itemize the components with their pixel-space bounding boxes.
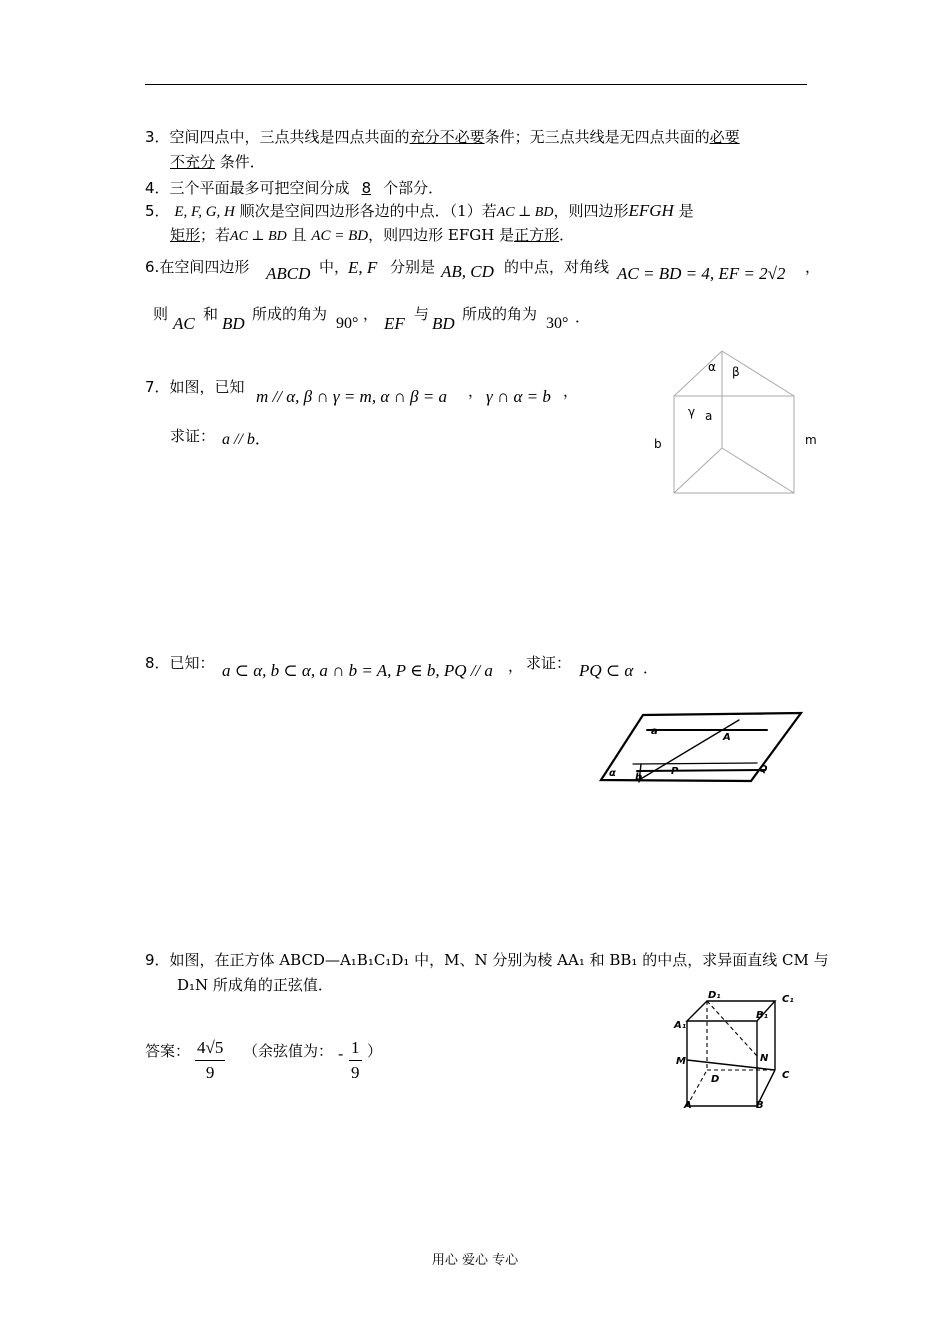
text: ）: [367, 1042, 383, 1060]
text: 个部分．: [383, 179, 444, 197]
text: 中，: [319, 258, 350, 276]
problem-number: 7．: [145, 378, 170, 396]
math: m // α, β ∩ γ = m, α ∩ β = a: [256, 387, 447, 406]
text: 条件；无三点共线是无四点共面的: [484, 128, 710, 146]
text: ，: [508, 657, 524, 675]
alpha-label: α: [708, 360, 716, 374]
line-b-label: b: [635, 772, 643, 783]
point-Q-label: Q: [759, 764, 768, 775]
answer-label: 答案：: [145, 1042, 191, 1060]
math: EFGH: [628, 201, 674, 220]
text: 求证：: [526, 654, 572, 672]
text: 则: [153, 305, 169, 323]
text: D₁N 所成角的正弦值．: [177, 976, 333, 994]
text: 所成的角为: [252, 305, 328, 323]
math: ABCD: [266, 264, 311, 283]
line-a-label: a: [651, 726, 658, 737]
point-N-label: N: [760, 1053, 769, 1064]
problem-5-line-2: [170, 224, 574, 245]
problem-6-line-1: [145, 256, 249, 277]
math: [222, 426, 271, 449]
vertex-D1-label: D₁: [708, 990, 721, 1001]
plane-figure: [595, 710, 810, 790]
point-P-label: P: [671, 766, 679, 777]
text: 的中点，对角线: [504, 258, 610, 276]
problem-9-line-1: [145, 949, 829, 970]
math: a ⊂ α, b ⊂ α, a ∩ b = A, P ∈ b, PQ // a: [222, 661, 493, 680]
problem-5-line-1: [145, 200, 694, 221]
math: E, F: [348, 258, 378, 277]
text: ．: [575, 308, 591, 326]
text: ，: [805, 258, 821, 276]
cosine-fraction: [349, 1036, 362, 1085]
fraction-numerator: 1: [349, 1036, 362, 1061]
problem-number: 5．: [145, 202, 170, 220]
math: -: [338, 1044, 344, 1063]
fraction-denominator: 9: [351, 1063, 360, 1082]
cube-figure: [670, 988, 810, 1114]
problem-number: 4．: [145, 179, 170, 197]
text: 空间四点中，三点共线是四点共面的: [169, 128, 410, 146]
alpha-label: α: [609, 768, 616, 779]
line-m-label: m: [805, 433, 817, 447]
math: AC = BD = 4, EF = 2√2: [617, 264, 786, 283]
math: 90°: [336, 315, 359, 332]
line-b-label: b: [654, 437, 662, 451]
math: BD: [432, 314, 455, 333]
vertex-B1-label: B₁: [756, 1010, 769, 1021]
answer-blank: 不充分: [170, 153, 216, 171]
text: ，则四边形 EFGH 是: [368, 226, 515, 244]
text: 已知：: [169, 654, 215, 672]
math: a // b: [222, 431, 255, 448]
text: 如图，已知: [169, 378, 245, 396]
text: （余弦值为：: [243, 1042, 334, 1060]
text: 和: [203, 305, 219, 323]
text: 三个平面最多可把空间分成: [169, 179, 350, 197]
page-footer: 用心 爱心 专心: [431, 1253, 519, 1268]
math: AC: [173, 314, 195, 333]
math: γ ∩ α = b: [486, 387, 551, 406]
text: ．: [643, 659, 659, 677]
answer-blank: 正方形: [514, 226, 560, 244]
text: 与: [414, 305, 430, 323]
fraction-denominator: 9: [205, 1063, 215, 1082]
vertex-C1-label: C₁: [782, 994, 794, 1005]
vertex-D-label: D: [711, 1074, 720, 1085]
line-a-label: a: [705, 409, 713, 423]
math: 30°: [546, 315, 569, 332]
text: ，: [363, 305, 379, 323]
math: AC ⊥ BD: [496, 205, 554, 220]
text: ，: [563, 382, 579, 400]
problem-4: [145, 177, 443, 198]
text: 分别是: [390, 258, 436, 276]
text: 是: [678, 202, 694, 220]
text: 在空间四边形: [159, 258, 250, 276]
text: 条件．: [219, 153, 265, 171]
problem-number: 6.: [145, 258, 160, 276]
math: EF: [384, 314, 405, 333]
answer-blank: 矩形: [170, 226, 201, 244]
text: 且: [291, 226, 307, 244]
text: ，: [468, 382, 484, 400]
math: AC ⊥ BD: [230, 229, 287, 244]
problem-number: 8．: [145, 654, 170, 672]
vertex-C-label: C: [782, 1070, 790, 1081]
vertex-A1-label: A₁: [674, 1020, 687, 1031]
vertex-A-label: A: [684, 1100, 692, 1111]
text: ．: [254, 431, 271, 448]
text: 顺次是空间四边形各边的中点．（1）若: [239, 202, 497, 220]
header-rule: [145, 84, 807, 85]
math: PQ ⊂ α: [579, 661, 634, 680]
problem-3-line-1: [145, 126, 740, 147]
point-M-label: M: [676, 1056, 686, 1067]
answer-fraction: [195, 1036, 225, 1085]
text: 如图，在正方体 ABCD—A₁B₁C₁D₁ 中，M、N 分别为棱 AA₁ 和 BB₁ 的中点，求异面直线 CM 与: [169, 951, 829, 969]
fraction-numerator: 4√5: [195, 1036, 225, 1061]
problem-8-line: [145, 652, 215, 673]
math: AC = BD: [311, 228, 369, 244]
problem-7-line-1: [145, 376, 245, 397]
math: AB, CD: [441, 262, 494, 281]
text: ，则四边形: [553, 202, 629, 220]
problem-3-line-2: [170, 151, 265, 172]
answer-blank: 必要: [709, 128, 740, 146]
gamma-label: γ: [688, 405, 696, 419]
answer-blank: 8: [361, 179, 372, 197]
prism-figure: [650, 350, 830, 500]
problem-number: 3．: [145, 128, 170, 146]
vertex-B-label: B: [756, 1100, 764, 1111]
text: ．: [559, 226, 575, 244]
math: E, F, G, H: [174, 204, 235, 220]
problem-number: 9．: [145, 951, 170, 969]
text: ；若: [200, 226, 231, 244]
text: 所成的角为: [462, 305, 538, 323]
beta-label: β: [732, 365, 740, 379]
point-A-label: A: [723, 732, 731, 743]
answer-blank: 充分不必要: [409, 128, 485, 146]
text: 求证：: [170, 427, 216, 445]
math: BD: [222, 314, 245, 333]
